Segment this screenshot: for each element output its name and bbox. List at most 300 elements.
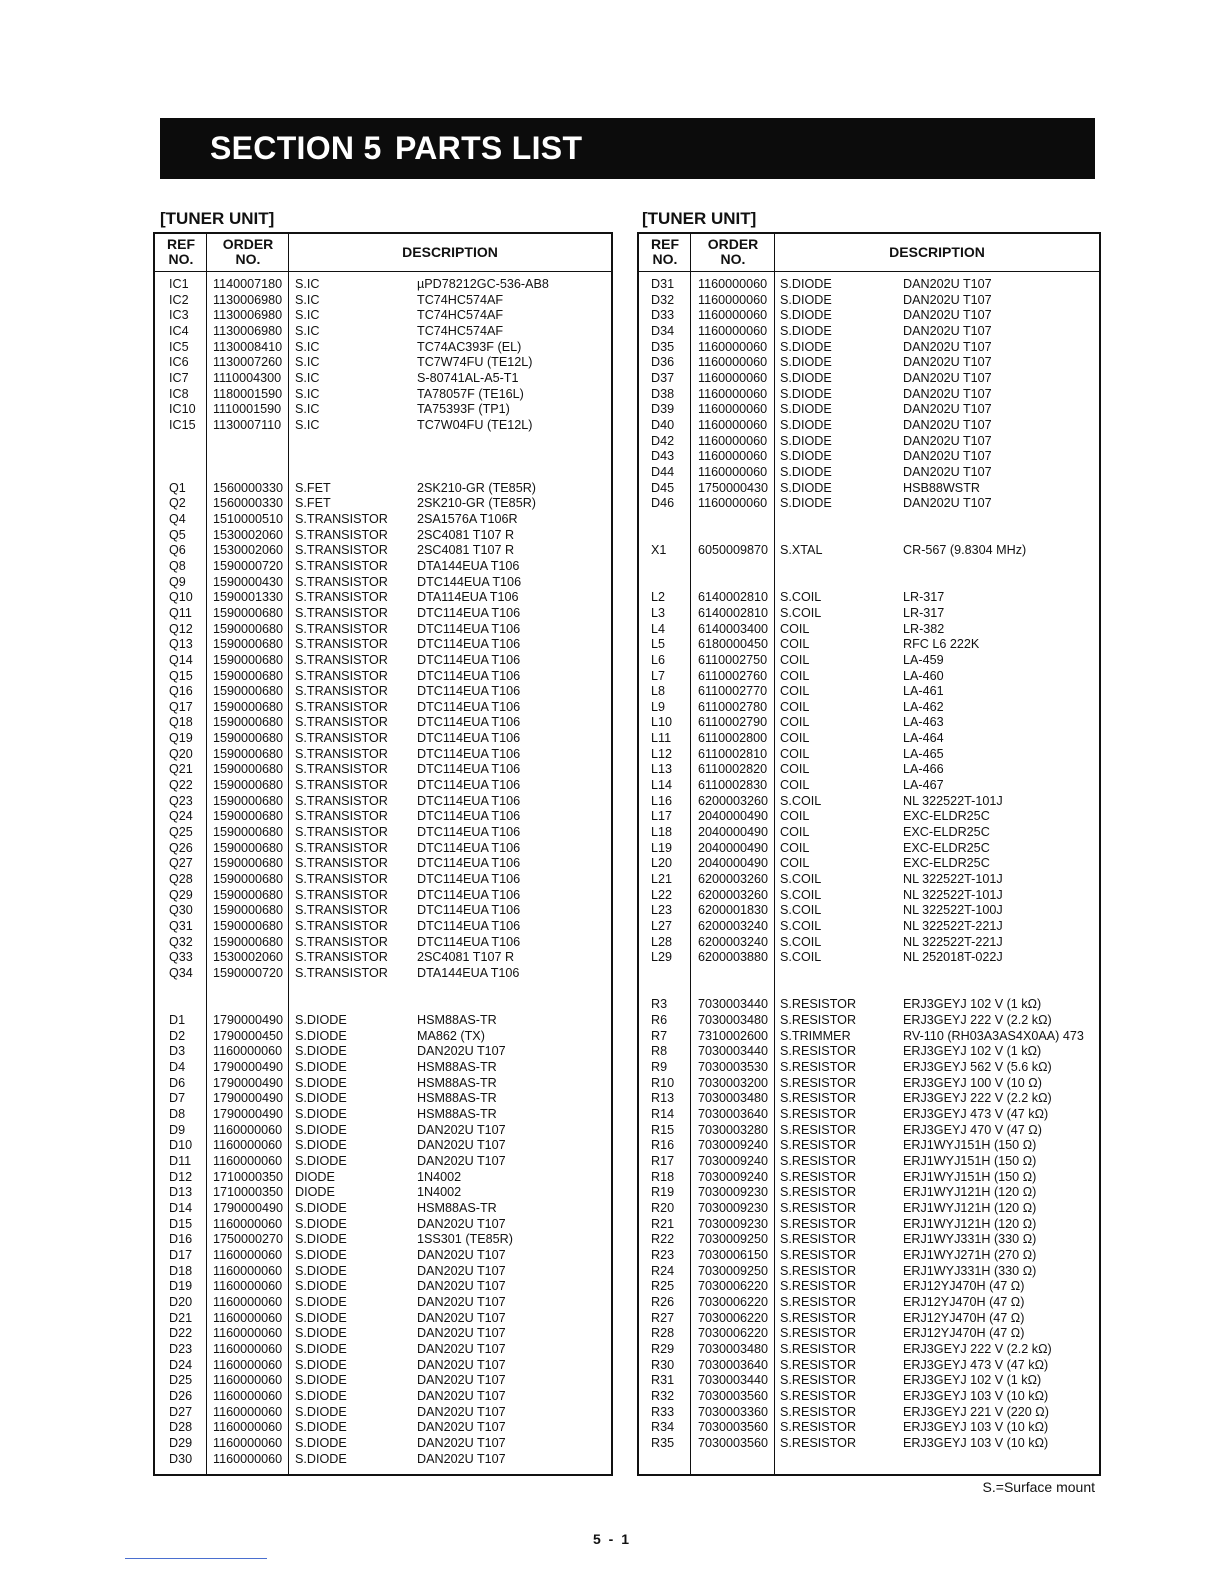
part-type-cell: S.DIODE: [780, 323, 832, 338]
part-desc-cell: RV-110 (RH03A3AS4X0AA) 473: [903, 1028, 1084, 1043]
part-desc-cell: HSM88AS-TR: [417, 1200, 497, 1215]
part-type-cell: S.TRANSISTOR: [295, 668, 388, 683]
ref-no-cell: L6: [651, 652, 666, 667]
part-desc-cell: ERJ1WYJ331H (330 Ω): [903, 1263, 1037, 1278]
table-row: [155, 622, 611, 638]
part-desc-cell: NL 322522T-101J: [903, 793, 1003, 808]
ref-no-cell: D30: [169, 1451, 193, 1466]
order-no-cell: 1160000060: [213, 1153, 283, 1168]
table-row: [155, 950, 611, 966]
ref-no-header: [155, 234, 207, 271]
table-row: [639, 418, 1099, 434]
ref-no-cell: IC3: [169, 308, 189, 323]
table-row: [155, 731, 611, 747]
part-desc-cell: DTC114EUA T106: [417, 903, 521, 918]
ref-no-cell: Q17: [169, 699, 193, 714]
ref-no-cell: D32: [651, 292, 675, 307]
part-desc-cell: TC74HC574AF: [417, 323, 504, 338]
table-row: [155, 762, 611, 778]
part-desc-cell: DAN202U T107: [417, 1388, 506, 1403]
table-row: [155, 809, 611, 825]
part-desc-cell: DTC114EUA T106: [417, 637, 521, 652]
table-row: [639, 1170, 1099, 1186]
ref-no-cell: L17: [651, 809, 673, 824]
order-no-cell: 7030003480: [698, 1341, 769, 1356]
part-desc-cell: DAN202U T107: [903, 417, 992, 432]
ref-no-cell: D9: [169, 1122, 186, 1137]
table-row: [155, 1264, 611, 1280]
part-type-cell: S.RESISTOR: [780, 1247, 857, 1262]
ref-no-cell: D20: [169, 1294, 193, 1309]
order-no-cell: 1160000060: [213, 1451, 283, 1466]
part-type-cell: S.TRANSISTOR: [295, 637, 388, 652]
part-desc-cell: DAN202U T107: [417, 1451, 506, 1466]
table-row: [639, 1107, 1099, 1123]
order-no-cell: 1140007180: [213, 277, 283, 291]
part-desc-cell: DAN202U T107: [903, 496, 992, 511]
table-row: [639, 856, 1099, 872]
order-no-cell: 1130006980: [213, 292, 283, 307]
part-desc-cell: TC74AC393F (EL): [417, 339, 522, 354]
part-desc-cell: DTC114EUA T106: [417, 887, 521, 902]
part-type-cell: DIODE: [295, 1185, 335, 1200]
order-no-cell: 1110001590: [213, 402, 282, 417]
order-no-cell: 1590001330: [213, 590, 284, 605]
part-desc-cell: LA-467: [903, 778, 944, 793]
table-row: [639, 950, 1099, 966]
part-type-cell: COIL: [780, 856, 810, 871]
part-desc-cell: TC7W04FU (TE12L): [417, 417, 533, 432]
order-no-cell: 6050009870: [698, 543, 769, 558]
part-type-cell: S.RESISTOR: [780, 1185, 857, 1200]
ref-no-cell: D19: [169, 1279, 193, 1294]
part-type-cell: S.COIL: [780, 793, 822, 808]
part-type-cell: S.TRANSISTOR: [295, 605, 388, 620]
table-row: [155, 684, 611, 700]
table-row: [639, 1373, 1099, 1389]
order-no-cell: 6200003880: [698, 950, 769, 965]
table-row: [639, 637, 1099, 653]
left-parts-table: [153, 232, 613, 1476]
order-no-cell: 7030006150: [698, 1247, 769, 1262]
ref-no-cell: D33: [651, 308, 675, 323]
part-desc-cell: DTC114EUA T106: [417, 699, 521, 714]
right-parts-table: [637, 232, 1101, 1476]
part-type-cell: S.RESISTOR: [780, 1310, 857, 1325]
table-row: [639, 1154, 1099, 1170]
order-no-cell: 1110004300: [213, 370, 282, 385]
ref-no-cell: L4: [651, 621, 666, 636]
ref-no-cell: Q23: [169, 793, 193, 808]
part-type-cell: S.RESISTOR: [780, 1326, 857, 1341]
order-no-cell: 1590000680: [213, 919, 284, 934]
table-row: [639, 465, 1099, 481]
part-type-cell: S.DIODE: [295, 1044, 347, 1059]
part-type-cell: S.DIODE: [295, 1279, 347, 1294]
table-row: [639, 653, 1099, 669]
part-desc-cell: DAN202U T107: [417, 1138, 506, 1153]
part-desc-cell: EXC-ELDR25C: [903, 809, 990, 824]
part-type-cell: S.DIODE: [780, 480, 832, 495]
part-desc-cell: ERJ3GEYJ 102 V (1 kΩ): [903, 1373, 1042, 1388]
order-no-cell: 1530002060: [213, 543, 284, 558]
order-no-cell: 1160000060: [213, 1357, 283, 1372]
part-desc-cell: 2SK210-GR (TE85R): [417, 496, 536, 511]
part-desc-cell: ERJ3GEYJ 470 V (47 Ω): [903, 1122, 1042, 1137]
left-unit-title: [TUNER UNIT]: [160, 209, 275, 228]
ref-no-cell: R7: [651, 1028, 668, 1043]
order-no-cell: 6200003260: [698, 872, 769, 887]
part-desc-cell: DAN202U T107: [417, 1263, 506, 1278]
ref-no-cell: Q1: [169, 480, 186, 495]
ref-no-cell: L11: [651, 731, 672, 746]
table-row: [155, 1123, 611, 1139]
ref-no-cell: D26: [169, 1388, 193, 1403]
table-row: [639, 622, 1099, 638]
ref-no-cell: D1: [169, 1013, 186, 1028]
part-type-cell: S.TRANSISTOR: [295, 574, 388, 589]
part-type-cell: S.RESISTOR: [780, 1216, 857, 1231]
order-no-cell: 1530002060: [213, 527, 284, 542]
table-row: [155, 1107, 611, 1123]
order-no-cell: 1590000680: [213, 637, 284, 652]
table-row: [639, 481, 1099, 497]
ref-no-cell: Q9: [169, 574, 186, 589]
table-row: [155, 1389, 611, 1405]
part-desc-cell: LA-460: [903, 668, 944, 683]
part-type-cell: COIL: [780, 825, 810, 840]
table-row: [155, 402, 611, 418]
part-type-cell: S.DIODE: [295, 1122, 347, 1137]
ref-no-cell: L28: [651, 934, 673, 949]
table-row: [639, 590, 1099, 606]
part-desc-cell: DAN202U T107: [417, 1357, 506, 1372]
table-row: [639, 1044, 1099, 1060]
part-desc-cell: EXC-ELDR25C: [903, 840, 990, 855]
table-row: [639, 888, 1099, 904]
table-row: [639, 935, 1099, 951]
table-row: [639, 1389, 1099, 1405]
part-desc-cell: 1N4002: [417, 1185, 462, 1200]
ref-no-cell: Q19: [169, 731, 193, 746]
ref-no-cell: Q34: [169, 966, 193, 981]
part-type-cell: S.TRANSISTOR: [295, 793, 388, 808]
part-type-cell: DIODE: [295, 1169, 335, 1184]
table-row: [639, 1342, 1099, 1358]
ref-no-cell: Q21: [169, 762, 193, 777]
order-no-cell: 6200003240: [698, 934, 769, 949]
ref-no-cell: D7: [169, 1091, 186, 1106]
part-type-cell: S.RESISTOR: [780, 1232, 857, 1247]
part-type-cell: S.XTAL: [780, 543, 823, 558]
part-type-cell: S.DIODE: [780, 308, 832, 323]
part-type-cell: S.TRANSISTOR: [295, 527, 388, 542]
part-desc-cell: ERJ1WYJ121H (120 Ω): [903, 1185, 1037, 1200]
ref-no-cell: R28: [651, 1326, 675, 1341]
table-row: [639, 340, 1099, 356]
part-desc-cell: NL 322522T-101J: [903, 887, 1003, 902]
ref-no-cell: Q25: [169, 825, 193, 840]
ref-no-header: [639, 234, 691, 271]
part-type-cell: S.IC: [295, 277, 320, 291]
table-row: [155, 308, 611, 324]
order-no-cell: 1790000490: [213, 1106, 284, 1121]
part-desc-cell: ERJ3GEYJ 222 V (2.2 kΩ): [903, 1091, 1052, 1106]
order-header-line2: NO.: [235, 251, 261, 267]
ref-no-cell: D18: [169, 1263, 193, 1278]
ref-no-cell: D13: [169, 1185, 193, 1200]
order-no-cell: 1590000680: [213, 887, 284, 902]
part-type-cell: S.COIL: [780, 903, 822, 918]
part-desc-cell: LA-466: [903, 762, 944, 777]
table-row: [155, 669, 611, 685]
ref-no-cell: R23: [651, 1247, 675, 1262]
part-type-cell: S.DIODE: [295, 1013, 347, 1028]
part-type-cell: S.FET: [295, 480, 331, 495]
ref-no-cell: IC1: [169, 277, 189, 291]
ref-no-cell: D3: [169, 1044, 186, 1059]
part-type-cell: S.COIL: [780, 590, 822, 605]
order-no-cell: 1590000430: [213, 574, 284, 589]
part-desc-cell: ERJ1WYJ271H (270 Ω): [903, 1247, 1037, 1262]
order-no-cell: 1130007110: [213, 417, 282, 432]
order-no-cell: 1160000060: [213, 1122, 283, 1137]
part-type-cell: COIL: [780, 699, 810, 714]
order-no-cell: 7030009250: [698, 1232, 769, 1247]
ref-header-line1: REF: [651, 236, 679, 252]
part-type-cell: S.TRANSISTOR: [295, 543, 388, 558]
part-type-cell: S.DIODE: [295, 1247, 347, 1262]
page-number: 5 - 1: [592, 1531, 631, 1547]
order-no-cell: 1510000510: [213, 511, 284, 526]
part-type-cell: S.RESISTOR: [780, 1075, 857, 1090]
part-type-cell: COIL: [780, 637, 810, 652]
part-desc-cell: 2SC4081 T107 R: [417, 950, 515, 965]
part-type-cell: S.TRANSISTOR: [295, 558, 388, 573]
table-row: [155, 637, 611, 653]
order-no-cell: 1160000060: [213, 1435, 283, 1450]
ref-no-cell: Q24: [169, 809, 193, 824]
ref-no-cell: Q27: [169, 856, 193, 871]
ref-no-cell: D40: [651, 417, 675, 432]
table-row: [155, 1044, 611, 1060]
part-desc-cell: ERJ12YJ470H (47 Ω): [903, 1326, 1025, 1341]
part-desc-cell: DAN202U T107: [417, 1326, 506, 1341]
order-no-cell: 1590000680: [213, 809, 284, 824]
order-no-cell: 7030003280: [698, 1122, 769, 1137]
order-no-cell: 1160000060: [698, 417, 768, 432]
table-row: [155, 1029, 611, 1045]
ref-no-cell: Q8: [169, 558, 186, 573]
table-row: [639, 1138, 1099, 1154]
order-no-cell: 1160000060: [698, 308, 768, 323]
table-row: [155, 653, 611, 669]
table-row: [639, 543, 1099, 559]
order-header-line2: NO.: [720, 251, 746, 267]
part-type-cell: S.DIODE: [295, 1388, 347, 1403]
part-type-cell: S.RESISTOR: [780, 1420, 857, 1435]
table-row: [155, 1232, 611, 1248]
part-desc-cell: DAN202U T107: [417, 1310, 506, 1325]
part-desc-cell: LA-463: [903, 715, 944, 730]
part-type-cell: S.DIODE: [295, 1420, 347, 1435]
part-type-cell: S.TRANSISTOR: [295, 809, 388, 824]
order-no-cell: 1160000060: [213, 1138, 283, 1153]
part-desc-cell: ERJ3GEYJ 100 V (10 Ω): [903, 1075, 1042, 1090]
order-no-cell: 7030009250: [698, 1263, 769, 1278]
order-no-cell: 6140003400: [698, 621, 769, 636]
order-no-cell: 1750000270: [213, 1232, 284, 1247]
ref-no-cell: L2: [651, 590, 666, 605]
part-desc-cell: RFC L6 222K: [903, 637, 980, 652]
order-no-cell: 7030009230: [698, 1200, 769, 1215]
table-row: [639, 1060, 1099, 1076]
order-header-line1: ORDER: [707, 236, 759, 252]
part-desc-cell: ERJ3GEYJ 222 V (2.2 kΩ): [903, 1341, 1052, 1356]
part-desc-cell: DAN202U T107: [903, 449, 992, 464]
part-type-cell: S.RESISTOR: [780, 1169, 857, 1184]
ref-no-cell: R19: [651, 1185, 675, 1200]
part-type-cell: S.DIODE: [295, 1106, 347, 1121]
ref-no-cell: Q30: [169, 903, 193, 918]
ref-no-cell: R20: [651, 1200, 675, 1215]
table-row: [639, 903, 1099, 919]
order-no-cell: 1160000060: [213, 1216, 283, 1231]
part-type-cell: S.DIODE: [780, 355, 832, 370]
part-desc-cell: ERJ1WYJ331H (330 Ω): [903, 1232, 1037, 1247]
ref-no-cell: L20: [651, 856, 673, 871]
table-row: [155, 387, 611, 403]
part-desc-cell: ERJ1WYJ121H (120 Ω): [903, 1200, 1037, 1215]
order-no-cell: 7030003480: [698, 1013, 769, 1028]
order-no-cell: 1590000680: [213, 778, 284, 793]
ref-no-cell: R14: [651, 1106, 675, 1121]
order-no-cell: 1160000060: [213, 1341, 283, 1356]
part-type-cell: S.DIODE: [780, 370, 832, 385]
ref-no-cell: Q16: [169, 684, 193, 699]
table-row: [155, 1436, 611, 1452]
part-desc-cell: DTA144EUA T106: [417, 966, 520, 981]
part-type-cell: S.DIODE: [295, 1216, 347, 1231]
part-type-cell: S.TRANSISTOR: [295, 684, 388, 699]
part-desc-cell: DAN202U T107: [903, 370, 992, 385]
table-row: [155, 715, 611, 731]
table-row: [155, 825, 611, 841]
order-no-cell: 1160000060: [213, 1247, 283, 1262]
part-type-cell: S.TRANSISTOR: [295, 934, 388, 949]
order-no-cell: 7030009230: [698, 1185, 769, 1200]
part-desc-cell: TA75393F (TP1): [417, 402, 510, 417]
table-row: [639, 277, 1099, 293]
table-row: [639, 1123, 1099, 1139]
order-no-cell: 7030003360: [698, 1404, 769, 1419]
order-no-cell: 7030003440: [698, 1044, 769, 1059]
part-type-cell: S.RESISTOR: [780, 1435, 857, 1450]
table-row: [155, 700, 611, 716]
right-unit-title: [TUNER UNIT]: [642, 209, 757, 228]
table-row: [155, 293, 611, 309]
ref-no-cell: Q6: [169, 543, 186, 558]
order-no-cell: 1160000060: [213, 1310, 283, 1325]
ref-no-cell: D35: [651, 339, 675, 354]
part-desc-cell: DAN202U T107: [903, 277, 992, 291]
order-no-cell: 1790000490: [213, 1013, 284, 1028]
table-row: [155, 1452, 611, 1468]
part-type-cell: S.RESISTOR: [780, 1106, 857, 1121]
order-no-cell: 2040000490: [698, 825, 769, 840]
table-row: [155, 277, 611, 293]
ref-no-cell: D39: [651, 402, 675, 417]
part-desc-cell: DTC114EUA T106: [417, 840, 521, 855]
table-row: [155, 778, 611, 794]
part-type-cell: S.IC: [295, 323, 320, 338]
ref-no-cell: IC15: [169, 417, 196, 432]
ref-no-cell: Q4: [169, 511, 186, 526]
part-desc-cell: DAN202U T107: [417, 1420, 506, 1435]
part-type-cell: S.DIODE: [295, 1294, 347, 1309]
ref-no-cell: R33: [651, 1404, 675, 1419]
part-type-cell: S.RESISTOR: [780, 1138, 857, 1153]
order-no-cell: 1590000680: [213, 621, 284, 636]
table-row: [639, 778, 1099, 794]
part-type-cell: COIL: [780, 715, 810, 730]
part-type-cell: S.TRANSISTOR: [295, 887, 388, 902]
table-row: [639, 1232, 1099, 1248]
part-type-cell: S.DIODE: [295, 1091, 347, 1106]
order-no-cell: 1160000060: [698, 496, 768, 511]
ref-no-cell: L12: [651, 746, 673, 761]
order-no-cell: 1590000720: [213, 558, 284, 573]
part-desc-cell: DAN202U T107: [903, 339, 992, 354]
table-row: [639, 1436, 1099, 1452]
order-no-cell: 1590000680: [213, 856, 284, 871]
ref-no-cell: D29: [169, 1435, 193, 1450]
order-header-line1: ORDER: [222, 236, 274, 252]
order-no-cell: 1710000350: [213, 1185, 284, 1200]
table-row: [155, 1342, 611, 1358]
section-title: PARTS LIST: [395, 130, 583, 166]
order-no-header: [691, 234, 775, 271]
part-desc-cell: ERJ3GEYJ 103 V (10 kΩ): [903, 1435, 1049, 1450]
part-type-cell: S.DIODE: [295, 1263, 347, 1278]
table-row: [155, 1217, 611, 1233]
order-no-cell: 1160000060: [698, 277, 768, 291]
table-row: [639, 1091, 1099, 1107]
part-desc-cell: DAN202U T107: [417, 1341, 506, 1356]
part-desc-cell: TC74HC574AF: [417, 292, 504, 307]
part-type-cell: S.RESISTOR: [780, 1404, 857, 1419]
order-no-cell: 1130006980: [213, 308, 283, 323]
part-type-cell: S.RESISTOR: [780, 1091, 857, 1106]
table-row: [639, 1295, 1099, 1311]
ref-no-cell: Q11: [169, 605, 192, 620]
ref-no-cell: Q2: [169, 496, 186, 511]
order-no-cell: 6110002760: [698, 668, 768, 683]
ref-no-cell: D46: [651, 496, 675, 511]
ref-no-cell: R13: [651, 1091, 675, 1106]
part-desc-cell: LR-317: [903, 605, 945, 620]
part-desc-cell: DTC114EUA T106: [417, 762, 521, 777]
part-type-cell: S.DIODE: [780, 496, 832, 511]
part-type-cell: S.IC: [295, 386, 320, 401]
part-desc-cell: HSM88AS-TR: [417, 1060, 497, 1074]
table-row: [639, 1076, 1099, 1092]
order-no-cell: 7030006220: [698, 1279, 769, 1294]
table-row: [155, 340, 611, 356]
ref-no-cell: R25: [651, 1279, 675, 1294]
table-row: [639, 747, 1099, 763]
table-row: [155, 1358, 611, 1374]
